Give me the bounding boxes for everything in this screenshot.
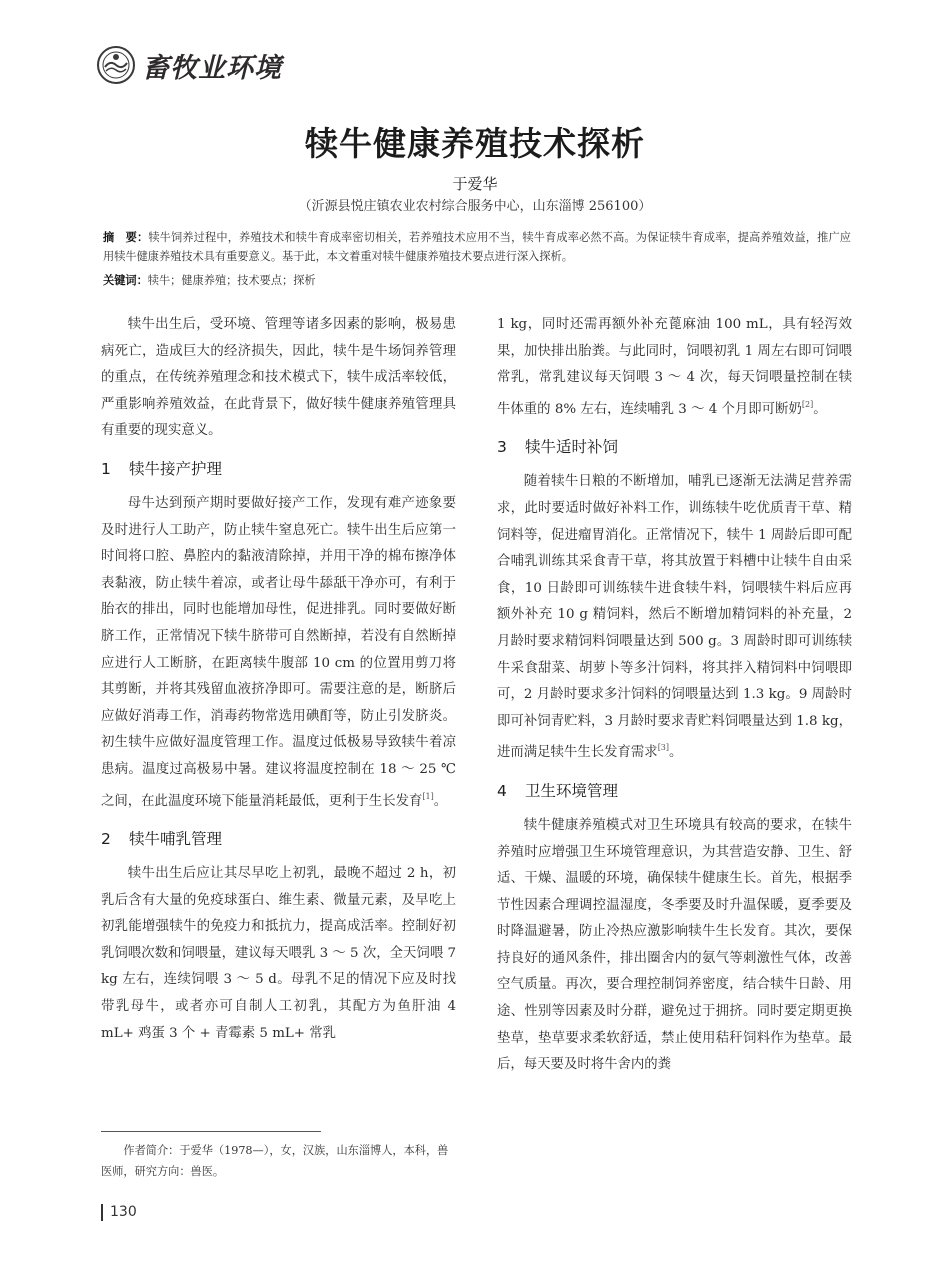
author-affiliation: （沂源县悦庄镇农业农村综合服务中心，山东淄博 256100）: [298, 199, 652, 214]
intro-paragraph: 犊牛出生后，受环境、管理等诸多因素的影响，极易患病死亡，造成巨大的经济损失，因此，犊牛是牛场饲养管理的重点，在传统养殖理念和技术模式下，犊牛成活率较低，严重影响养殖效益，在此背景下，做好犊牛健康养殖管理具有重要的现实意义。: [101, 317, 456, 439]
section-4-heading: [497, 779, 852, 803]
section-title: 犊牛适时补饲: [525, 438, 619, 457]
keywords: [103, 271, 851, 290]
section-2-paragraph-continued: [497, 312, 852, 423]
section-number: 2: [101, 830, 111, 849]
keywords-text: 犊牛；健康养殖；技术要点；探析: [147, 274, 316, 287]
author-footnote: 作者简介：于爱华（1978—），女，汉族，山东淄博人，本科，兽医师，研究方向：兽医。: [101, 1144, 449, 1178]
journal-header: [96, 42, 282, 88]
citation-ref: [1]: [422, 791, 434, 801]
citation-ref: [2]: [801, 399, 814, 409]
keywords-label: 关键词：: [103, 274, 148, 287]
footnote-divider: [101, 1131, 321, 1132]
article-author: 于爱华: [452, 175, 498, 193]
paragraph-end: 。: [813, 401, 827, 417]
paragraph-text: 1 kg，同时还需再额外补充蓖麻油 100 mL，具有轻泻效果，加快排出胎粪。与此同时，饲喂初乳 1 周左右即可饲喂常乳，常乳建议每天饲喂 3 ～ 4 次，每天饲喂量控制在犊牛体重的 8% 左右，连续哺乳 3 ～ 4 个月即可断奶: [497, 317, 852, 417]
section-3-paragraph: [497, 469, 852, 767]
section-2-paragraph: 犊牛出生后应让其尽早吃上初乳，最晚不超过 2 h，初乳后含有大量的免疫球蛋白、维生素、微量元素，及早吃上初乳能增强犊牛的免疫力和抵抗力，提高成活率。控制好初乳饲喂次数和饲喂量，建议每天喂乳 3 ～ 5 次，全天饲喂 7 kg 左右，连续饲喂 3 ～ 5 d。母乳不足的情况下应及时找带乳母牛，或者亦可自制人工初乳，其配方为鱼肝油 4 mL+ 鸡蛋 3 个 + 青霉素 5 mL+ 常乳: [101, 866, 456, 1041]
abstract: [103, 228, 851, 266]
section-title: 卫生环境管理: [525, 781, 619, 800]
abstract-text: 犊牛饲养过程中，养殖技术和犊牛育成率密切相关，若养殖技术应用不当，犊牛育成率必然不高。为保证犊牛育成率，提高养殖效益，推广应用犊牛健康养殖技术具有重要意义。基于此，本文着重对犊牛健康养殖技术要点进行深入探析。: [103, 231, 851, 263]
paragraph-text: 随着犊牛日粮的不断增加，哺乳已逐渐无法满足营养需求，此时要适时做好补料工作，训练犊牛吃优质青干草、精饲料等，促进瘤胃消化。正常情况下，犊牛 1 周龄后即可配合哺乳训练其采食青干草，将其放置于料槽中让犊牛自由采食，10 日龄即可训练犊牛进食犊牛料，饲喂犊牛料后应再额外补充 10 g 精饲料，然后不断增加精饲料的补充量，2 月龄时要求精饲料饲喂量达到 500 g。3 周龄时即可训练犊牛采食甜菜、胡萝卜等多汁饲料，将其拌入精饲料中饲喂即可，2 月龄时要求多汁饲料的饲喂量达到 1.3 kg。9 周龄时即可补饲青贮料，3 月龄时要求青贮料饲喂量达到 1.8 kg，进而满足犊牛生长发育需求: [497, 474, 852, 761]
paragraph-text: 母牛达到预产期时要做好接产工作，发现有难产迹象要及时进行人工助产，防止犊牛窒息死亡。犊牛出生后应第一时间将口腔、鼻腔内的黏液清除掉，并用干净的棉布擦净体表黏液，防止犊牛着凉，或者让母牛舔舐干净亦可，有利于胎衣的排出，同时也能增加母性，促进排乳。同时要做好断脐工作，正常情况下犊牛脐带可自然断掉，若没有自然断掉应进行人工断脐，在距离犊牛腹部 10 cm 的位置用剪刀将其剪断，并将其残留血液挤净即可。需要注意的是，断脐后应做好消毒工作，消毒药物常选用碘酊等，防止引发脐炎。初生犊牛应做好温度管理工作。温度过低极易导致犊牛着凉患病。温度过高极易中暑。建议将温度控制在 18 ～ 25 ℃之间，在此温度环境下能量消耗最低，更利于生长发育: [101, 495, 456, 809]
section-4-paragraph: 犊牛健康养殖模式对卫生环境具有较高的要求，在犊牛养殖时应增强卫生环境管理意识，为其营造安静、卫生、舒适、干燥、温暖的环境，确保犊牛健康生长。首先，根据季节性因素合理调控温湿度，冬季要及时升温保暖，夏季要及时降温避暑，防止冷热应激影响犊牛生长发育。其次，要保持良好的通风条件，排出圈舍内的氨气等刺激性气体，改善空气质量。再次，要合理控制饲养密度，结合犊牛日龄、用途、性别等因素及时分群，避免过于拥挤。同时要定期更换垫草，垫草要求柔软舒适，禁止使用秸秆饲料作为垫草。最后，每天要及时将牛舍内的粪: [497, 817, 852, 1073]
right-column: [497, 312, 852, 1079]
section-2-heading: [101, 827, 456, 851]
section-1-paragraph: [101, 491, 456, 815]
journal-emblem-icon: [96, 45, 136, 85]
section-number: 1: [101, 459, 111, 478]
journal-name: 畜牧业环境: [142, 52, 282, 84]
section-number: 3: [497, 438, 507, 457]
section-title: 犊牛接产护理: [129, 459, 223, 478]
paragraph-end: 。: [669, 745, 683, 761]
section-1-heading: [101, 457, 456, 481]
page-number: 130: [101, 1204, 137, 1221]
section-title: 犊牛哺乳管理: [129, 830, 223, 849]
abstract-label: 摘 要：: [103, 231, 149, 244]
section-number: 4: [497, 781, 507, 800]
paragraph-end: 。: [433, 793, 448, 809]
citation-ref: [3]: [657, 743, 670, 753]
left-column: [101, 312, 456, 1047]
section-3-heading: [497, 435, 852, 459]
article-title: 犊牛健康养殖技术探析: [305, 124, 645, 163]
